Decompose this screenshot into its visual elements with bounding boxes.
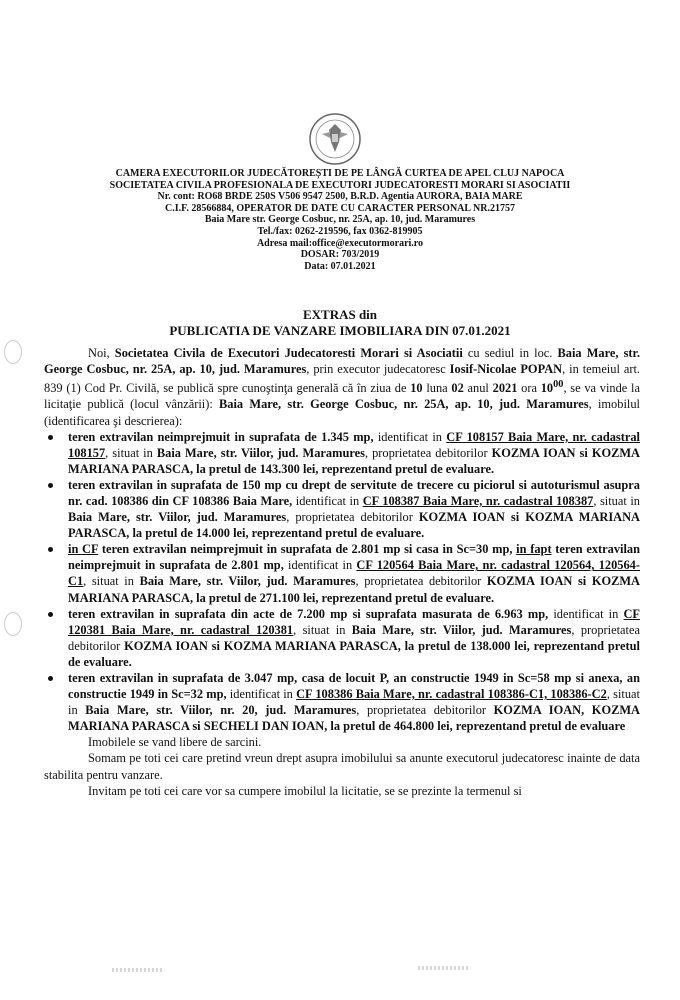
header-phone: Tel./fax: 0262-219596, fax 0362-819905 [257,225,423,237]
property-text: , situat in [593,493,640,508]
property-item [44,429,640,477]
property-owners-price: KOZMA IOAN si KOZMA MARIANA PARASCA, la pretul de 143.300 lei, reprezentand pretul de evaluare. [68,445,641,476]
closing-free-of-charges: Imobilele se vand libere de sarcini. [88,735,262,750]
closing-invitation: Invitam pe toti cei care vor sa cumpere imobilul la licitatie, se se prezinte la termenul si [88,783,522,798]
intro-text: luna [422,381,452,396]
header-company: SOCIETATEA CIVILA PROFESIONALA DE EXECUTORI JUDECATORESTI MORARI SI ASOCIATII [109,179,571,191]
punch-hole-top [4,340,22,364]
property-cadastral: CF 108386 Baia Mare, nr. cadastral 108386-C1, 108386-C2 [296,687,607,702]
property-location: Baia Mare, str. Viilor, jud. Maramures [139,574,356,589]
property-note: in fapt [516,542,552,557]
intro-year: 2021 [492,381,518,396]
property-text: , proprietatea debitorilor [355,574,487,589]
intro-text: , in temeiul art. 839 (1) Cod Pr. Civilă, se publică spre cunoştinţa generală că în ziua de [44,362,640,396]
scan-smudge-left [112,968,164,972]
property-item [44,477,640,541]
intro-text: anul [463,381,493,396]
property-description: teren extravilan neimprejmuit in suprafata de 2.801 mp, [68,542,640,573]
property-item [44,541,640,605]
intro-hour: 10 [540,381,554,396]
property-location: Baia Mare, str. Viilor, jud. Maramures [156,445,365,460]
property-item [44,670,640,734]
title-line-2: PUBLICATIA DE VANZARE IMOBILIARA DIN 07.01.2021 [169,323,511,338]
property-text: , situat in [105,445,157,460]
property-owners-price: KOZMA IOAN si KOZMA MARIANA PARASCA, la pretul de 138.000 lei, reprezentand pretul de evaluare. [68,638,640,669]
property-text: , proprietatea debitorilor [286,510,419,525]
intro-day: 10 [410,381,423,396]
property-list [44,429,640,735]
property-owners-price: KOZMA IOAN, KOZMA MARIANA PARASCA si SECHELI DAN IOAN, la pretul de 464.800 lei, reprezentand pretul de evaluare [68,703,640,734]
intro-sale-location: Baia Mare, str. George Cosbuc, nr. 25A, ap. 10, jud. Maramures [219,397,589,412]
title-line-1: EXTRAS din [302,307,378,322]
letterhead [60,168,620,272]
property-text: identificat in [283,558,357,573]
intro-executor: Iosif-Nicolae POPAN [449,362,563,377]
intro-address: Baia Mare, str. George Cosbuc, nr. 25A, ap. 10, jud. Maramures [44,346,641,377]
closing-summons: Somam pe toti cei care pretind vreun drept asupra imobilului sa anunte executorul judecatoresc inainte de data stabilita pentru vanzare. [44,751,640,782]
property-description: teren extravilan neimprejmuit in suprafata de 1.345 mp, [68,429,374,444]
property-cadastral: CF 108157 Baia Mare, nr. cadastral 108157 [68,429,640,460]
property-description: teren extravilan in suprafata de 150 mp cu drept de servitute de trecere cu piciorul si autoturismul asupra nr. cad. 108386 din CF 108386 Baia Mare, [68,477,640,508]
property-text: , proprietatea debitorilor [356,703,494,718]
document-title [60,307,620,339]
document-body [44,345,640,799]
property-owners-price: KOZMA IOAN si KOZMA MARIANA PARASCA, la pretul de 271.100 lei, reprezentand pretul de evaluare. [68,574,641,605]
intro-month: 02 [451,381,464,396]
header-date: Data: 07.01.2021 [304,260,376,272]
property-item [44,606,640,670]
official-seal-icon [308,112,362,166]
property-cadastral: CF 120564 Baia Mare, nr. cadastral 120564, 120564-C1 [68,558,640,589]
property-text: identificat in [373,429,447,444]
property-cadastral: CF 120381 Baia Mare, nr. cadastral 120381 [68,606,640,637]
property-description: teren extravilan in suprafata de 3.047 mp, casa de locuit P, an constructie 1949 in Sc=58 mp si anexa, an constructie 1949 in Sc=32 mp, [68,671,640,702]
header-cif: C.I.F. 28566884, OPERATOR DE DATE CU CARACTER PERSONAL NR.21757 [165,202,515,214]
property-text: identificat in [292,493,363,508]
header-dossier: DOSAR: 703/2019 [300,249,380,261]
header-address: Baia Mare str. George Cosbuc, nr. 25A, ap. 10, jud. Maramures [204,214,476,226]
property-description: teren extravilan neimprejmuit in suprafata de 2.801 mp si casa in Sc=30 mp, [98,542,517,557]
intro-minutes: 00 [553,379,564,391]
punch-hole-bottom [4,612,22,636]
property-description: teren extravilan in suprafata din acte de 7.200 mp si suprafata masurata de 6.963 mp, [68,606,549,621]
intro-text: Noi, [88,346,115,360]
intro-text: cu sediul in loc. [462,346,558,360]
property-text: identificat in [548,606,624,621]
intro-text: , se va vinde la licitaţie publică (locul vânzării): [44,381,640,412]
property-text: , proprietatea debitorilor [364,445,492,460]
intro-text: , imobilul (identificarea şi descrierea): [44,397,640,428]
intro-company: Societatea Civila de Executori Judecatoresti Morari si Asociatii [114,346,463,360]
property-text: identificat in [226,687,297,702]
property-owners-price: KOZMA IOAN si KOZMA MARIANA PARASCA, la pretul de 14.000 lei, reprezentand pretul de evaluare. [68,510,641,541]
property-location: Baia Mare, str. Viilor, jud. Maramures [351,622,572,637]
header-chamber: CAMERA EXECUTORILOR JUDECĂTOREȘTI DE PE LÂNGĂ CURTEA DE APEL CLUJ NAPOCA [115,168,565,179]
property-text: , situat in [83,574,140,589]
scan-smudge-right [418,966,470,970]
header-bank-account: Nr. cont: RO68 BRDE 250S V506 9547 2500, B.R.D. Agentia AURORA, BAIA MARE [157,191,523,203]
property-note: in CF [68,542,99,557]
intro-text: ora [517,381,541,396]
property-text: , situat in [68,687,640,718]
property-text: , proprietatea debitorilor [68,622,640,653]
property-location: Baia Mare, str. Viilor, jud. Maramures [68,510,287,525]
property-location: Baia Mare, str. Viilor, nr. 20, jud. Maramures [85,703,357,718]
header-email: Adresa mail:office@executormorari.ro [256,237,424,249]
property-cadastral: CF 108387 Baia Mare, nr. cadastral 108387 [362,493,594,508]
intro-text: , prin executor judecatoresc [306,362,450,377]
property-text: , situat in [293,622,352,637]
intro-paragraph [44,345,640,429]
